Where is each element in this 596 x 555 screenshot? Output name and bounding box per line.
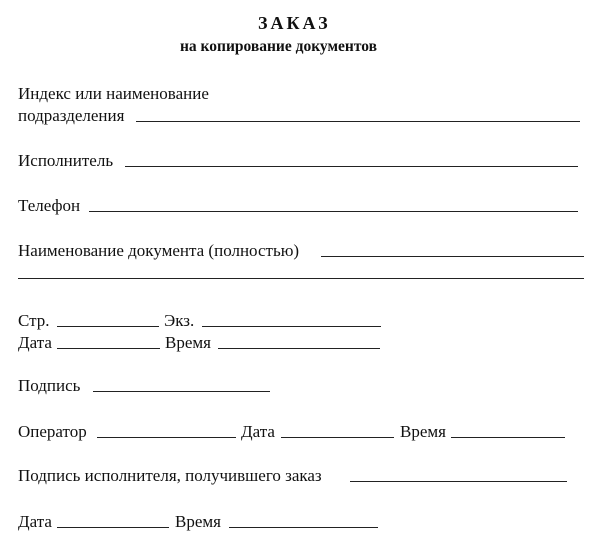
unit-label-line-1: Индекс или наименование — [18, 84, 209, 103]
operator-date-input-line[interactable] — [281, 437, 394, 438]
copies-label: Экз. — [164, 311, 195, 330]
date-label: Дата — [18, 333, 52, 352]
operator-input-line[interactable] — [97, 437, 236, 438]
pages-label: Стр. — [18, 311, 50, 330]
form-title: ЗАКАЗ — [258, 13, 331, 33]
receiver-signature-label: Подпись исполнителя, получившего заказ — [18, 466, 322, 485]
executor-label: Исполнитель — [18, 151, 114, 170]
document-name-input-line-2[interactable] — [18, 278, 584, 279]
form-subtitle: на копирование документов — [180, 38, 377, 55]
operator-time-label: Время — [400, 422, 446, 441]
date-input-line[interactable] — [57, 348, 160, 349]
signature-label: Подпись — [18, 376, 81, 395]
phone-label: Телефон — [18, 196, 81, 215]
final-date-input-line[interactable] — [57, 527, 169, 528]
time-label: Время — [165, 333, 211, 352]
unit-label-line-2: подразделения — [18, 106, 125, 125]
pages-input-line[interactable] — [57, 326, 159, 327]
receiver-signature-input-line[interactable] — [350, 481, 567, 482]
executor-input-line[interactable] — [125, 166, 578, 167]
operator-label: Оператор — [18, 422, 87, 441]
signature-input-line[interactable] — [93, 391, 270, 392]
final-date-label: Дата — [18, 512, 52, 531]
document-name-label: Наименование документа (полностью) — [18, 241, 300, 260]
operator-date-label: Дата — [241, 422, 275, 441]
operator-time-input-line[interactable] — [451, 437, 565, 438]
final-time-input-line[interactable] — [229, 527, 378, 528]
unit-input-line[interactable] — [136, 121, 580, 122]
final-time-label: Время — [175, 512, 221, 531]
time-input-line[interactable] — [218, 348, 380, 349]
phone-input-line[interactable] — [89, 211, 578, 212]
document-name-input-line[interactable] — [321, 256, 584, 257]
copies-input-line[interactable] — [202, 326, 381, 327]
